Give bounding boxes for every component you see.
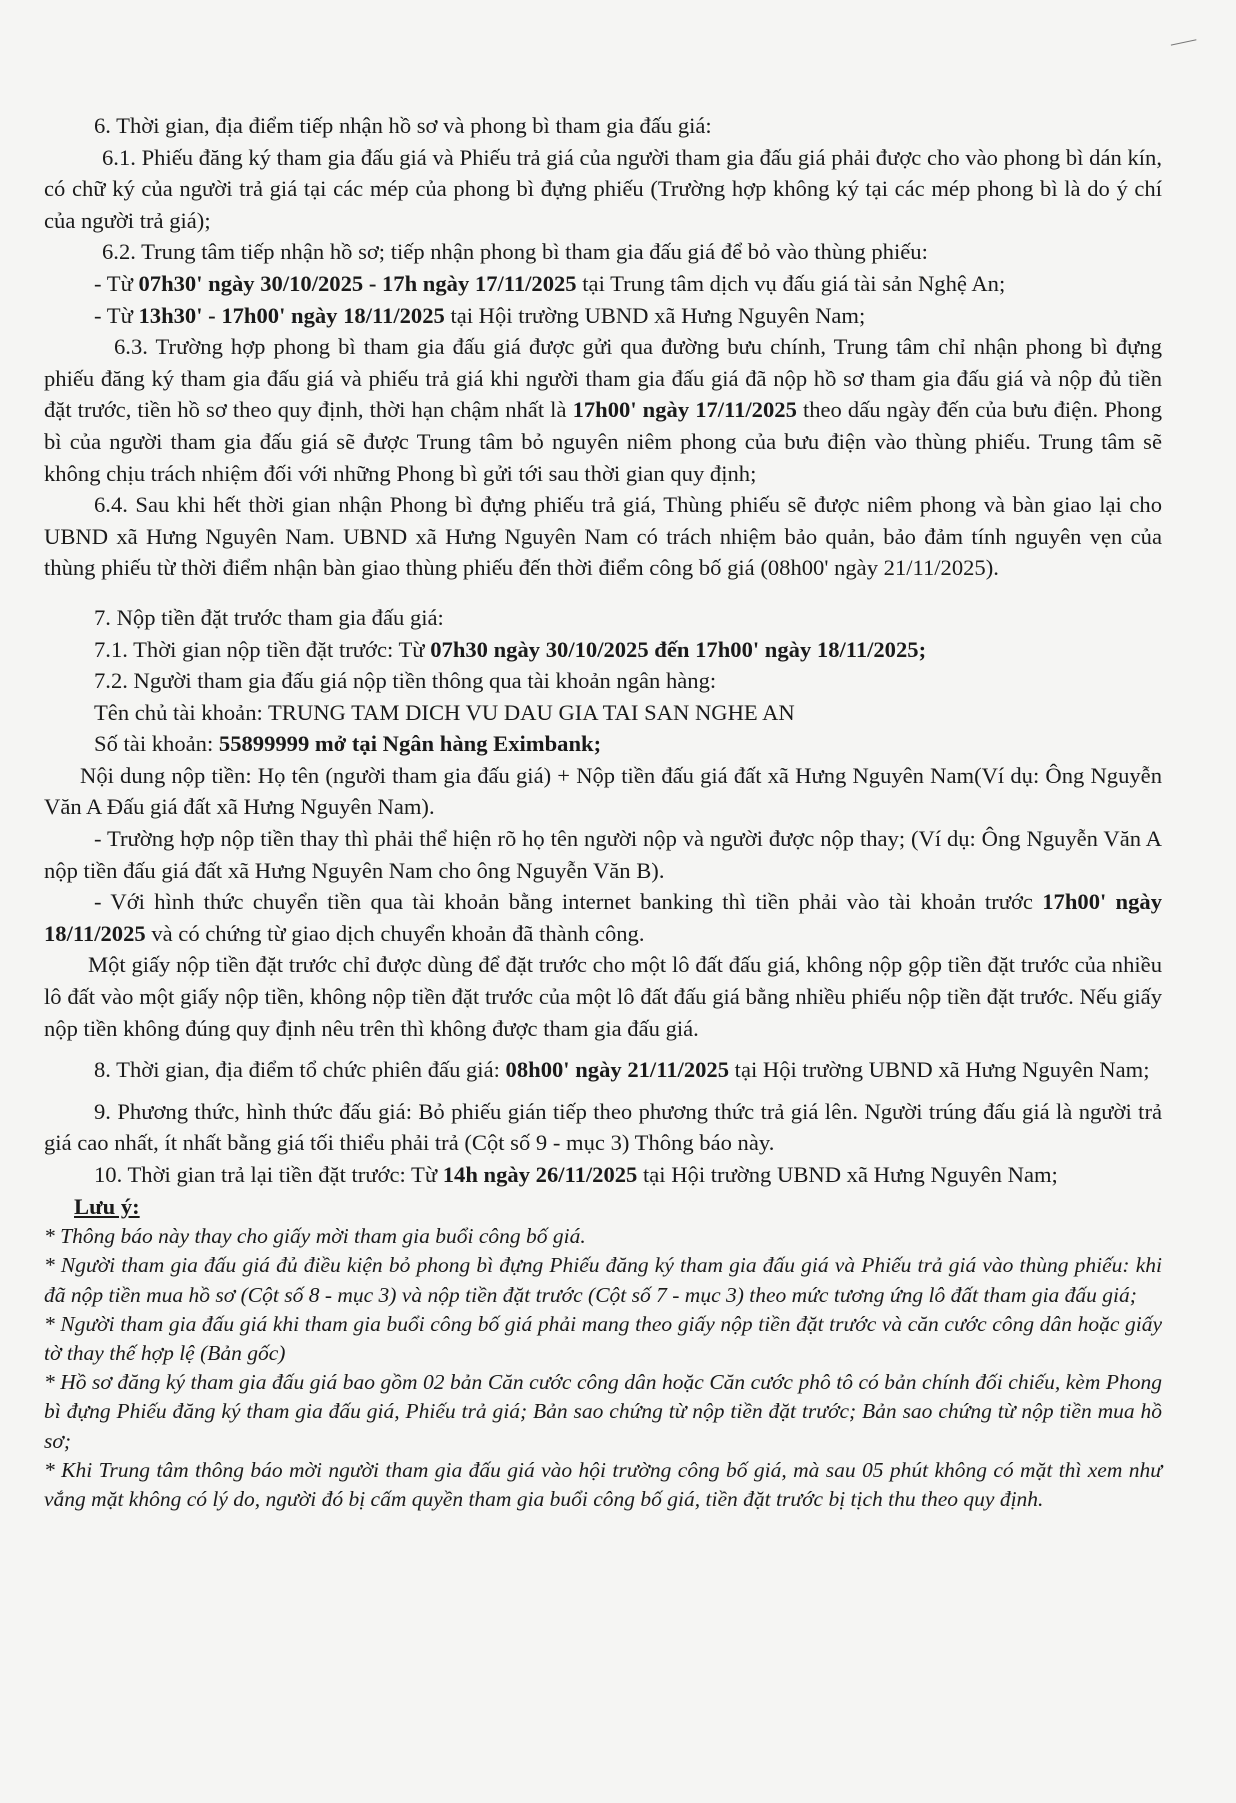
account-number: Số tài khoản: 55899999 mở tại Ngân hàng Eximbank; — [94, 731, 602, 757]
section-6-2: 6.2. Trung tâm tiếp nhận hồ sơ; tiếp nhận phong bì tham gia đấu giá để bỏ vào thùng phiếu: — [102, 239, 928, 265]
note-item: * Người tham gia đấu giá khi tham gia buổi công bố giá phải mang theo giấy nộp tiền đặt trước và căn cước công dân hoặc giấy tờ thay thế hợp lệ (Bản gốc) — [44, 1311, 1162, 1365]
notes-title: Lưu ý: — [74, 1193, 140, 1219]
payment-content: Nội dung nộp tiền: Họ tên (người tham gia đấu giá) + Nộp tiền đấu giá đất xã Hưng Nguyên Nam(Ví dụ: Ông Nguyễn Văn A Đấu giá đất xã Hưng Nguyên Nam). — [44, 762, 1162, 820]
note-item: * Người tham gia đấu giá đủ điều kiện bỏ phong bì đựng Phiếu đăng ký tham gia đấu giá và Phiếu trả giá vào thùng phiếu: khi đã nộp tiền mua hồ sơ (Cột số 8 - mục 3) và nộp tiền đặt trước (Cột số 7 - mục 3) theo mức tương ứng lô đất tham gia đấu giá; — [44, 1253, 1162, 1307]
section-9: 9. Phương thức, hình thức đấu giá: Bỏ phiếu gián tiếp theo phương thức trả giá lên. Người trúng đấu giá là người trả giá cao nhất, ít nhất bằng giá tối thiểu phải trả (Cột số 9 - mục 3) Thông báo này. — [44, 1098, 1162, 1156]
internet-banking: - Với hình thức chuyển tiền qua tài khoản bằng internet banking thì tiền phải vào tài khoản trước 17h00' ngày 18/11/2025 và có chứng từ giao dịch chuyển khoản đã thành công. — [44, 889, 1162, 946]
section-6-4: 6.4. Sau khi hết thời gian nhận Phong bì đựng phiếu trả giá, Thùng phiếu sẽ được niêm phong và bàn giao lại cho UBND xã Hưng Nguyên Nam. UBND xã Hưng Nguyên Nam có trách nhiệm bảo quản, bảo đảm tính nguyên vẹn của thùng phiếu từ thời điểm nhận bàn giao thùng phiếu đến thời điểm công bố giá (08h00' ngày 21/11/2025). — [44, 492, 1162, 581]
spacer — [44, 1086, 1162, 1096]
section-6-2-item-1: - Từ 07h30' ngày 30/10/2025 - 17h ngày 17/11/2025 tại Trung tâm dịch vụ đấu giá tài sản Nghệ An; — [94, 270, 1006, 296]
document-body — [44, 110, 1162, 1514]
section-10: 10. Thời gian trả lại tiền đặt trước: Từ 14h ngày 26/11/2025 tại Hội trường UBND xã Hưng Nguyên Nam; — [94, 1162, 1058, 1187]
note-item: * Thông báo này thay cho giấy mời tham gia buổi công bố giá. — [44, 1224, 586, 1249]
section-6-title: 6. Thời gian, địa điểm tiếp nhận hồ sơ và phong bì tham gia đấu giá: — [94, 113, 712, 138]
note-item: * Khi Trung tâm thông báo mời người tham gia đấu giá vào hội trường công bố giá, mà sau 05 phút không có mặt thì xem như vắng mặt không có lý do, người đó bị cấm quyền tham gia buổi công bố giá, tiền đặt trước bị tịch thu theo quy định. — [44, 1457, 1162, 1512]
account-name: Tên chủ tài khoản: TRUNG TAM DICH VU DAU GIA TAI SAN NGHE AN — [94, 699, 795, 725]
section-6-2-item-2: - Từ 13h30' - 17h00' ngày 18/11/2025 tại Hội trường UBND xã Hưng Nguyên Nam; — [94, 302, 866, 328]
deposit-rule: Một giấy nộp tiền đặt trước chỉ được dùng để đặt trước cho một lô đất đấu giá, không nộp gộp tiền đặt trước của nhiều lô đất vào một giấy nộp tiền, không nộp tiền đặt trước của một lô đất đấu giá bằng nhiều phiếu nộp tiền đặt trước. Nếu giấy nộp tiền không đúng quy định nêu trên thì không được tham gia đấu giá. — [44, 952, 1162, 1041]
section-7-title: 7. Nộp tiền đặt trước tham gia đấu giá: — [94, 604, 444, 630]
corner-mark — [1170, 33, 1197, 45]
section-7-2: 7.2. Người tham gia đấu giá nộp tiền thông qua tài khoản ngân hàng: — [94, 668, 717, 694]
spacer — [44, 584, 1162, 602]
note-item: * Hồ sơ đăng ký tham gia đấu giá bao gồm 02 bản Căn cước công dân hoặc Căn cước phô tô có bản chính đối chiếu, kèm Phong bì đựng Phiếu đăng ký tham gia đấu giá, Phiếu trả giá; Bản sao chứng từ nộp tiền đặt trước; Bản sao chứng từ nộp tiền mua hồ sơ; — [44, 1370, 1162, 1453]
spacer — [44, 1044, 1162, 1054]
section-8: 8. Thời gian, địa điểm tổ chức phiên đấu giá: 08h00' ngày 21/11/2025 tại Hội trường UBND xã Hưng Nguyên Nam; — [94, 1057, 1150, 1083]
section-6-3: 6.3. Trường hợp phong bì tham gia đấu giá được gửi qua đường bưu chính, Trung tâm chỉ nhận phong bì đựng phiếu đăng ký tham gia đấu giá và phiếu trả giá khi người tham gia đấu giá đã nộp hồ sơ tham gia đấu giá và nộp đủ tiền đặt trước, tiền hồ sơ theo quy định, thời hạn chậm nhất là 17h00' ngày 17/11/2025 theo dấu ngày đến của bưu điện. Phong bì của người tham gia đấu giá sẽ được Trung tâm bỏ nguyên niêm phong của bưu điện vào thùng phiếu. Trung tâm sẽ không chịu trách nhiệm đối với những Phong bì gửi tới sau thời gian quy định; — [44, 334, 1162, 486]
proxy-payment: - Trường hợp nộp tiền thay thì phải thể hiện rõ họ tên người nộp và người được nộp thay; (Ví dụ: Ông Nguyễn Văn A nộp tiền đấu giá đất xã Hưng Nguyên Nam cho ông Nguyễn Văn B). — [44, 826, 1162, 883]
section-6-1: 6.1. Phiếu đăng ký tham gia đấu giá và Phiếu trả giá của người tham gia đấu giá phải được cho vào phong bì dán kín, có chữ ký của người trả giá tại các mép của phong bì đựng phiếu (Trường hợp không ký tại các mép phong bì là do ý chí của người trả giá); — [44, 144, 1162, 233]
section-7-1: 7.1. Thời gian nộp tiền đặt trước: Từ 07h30 ngày 30/10/2025 đến 17h00' ngày 18/11/2025; — [94, 636, 927, 662]
